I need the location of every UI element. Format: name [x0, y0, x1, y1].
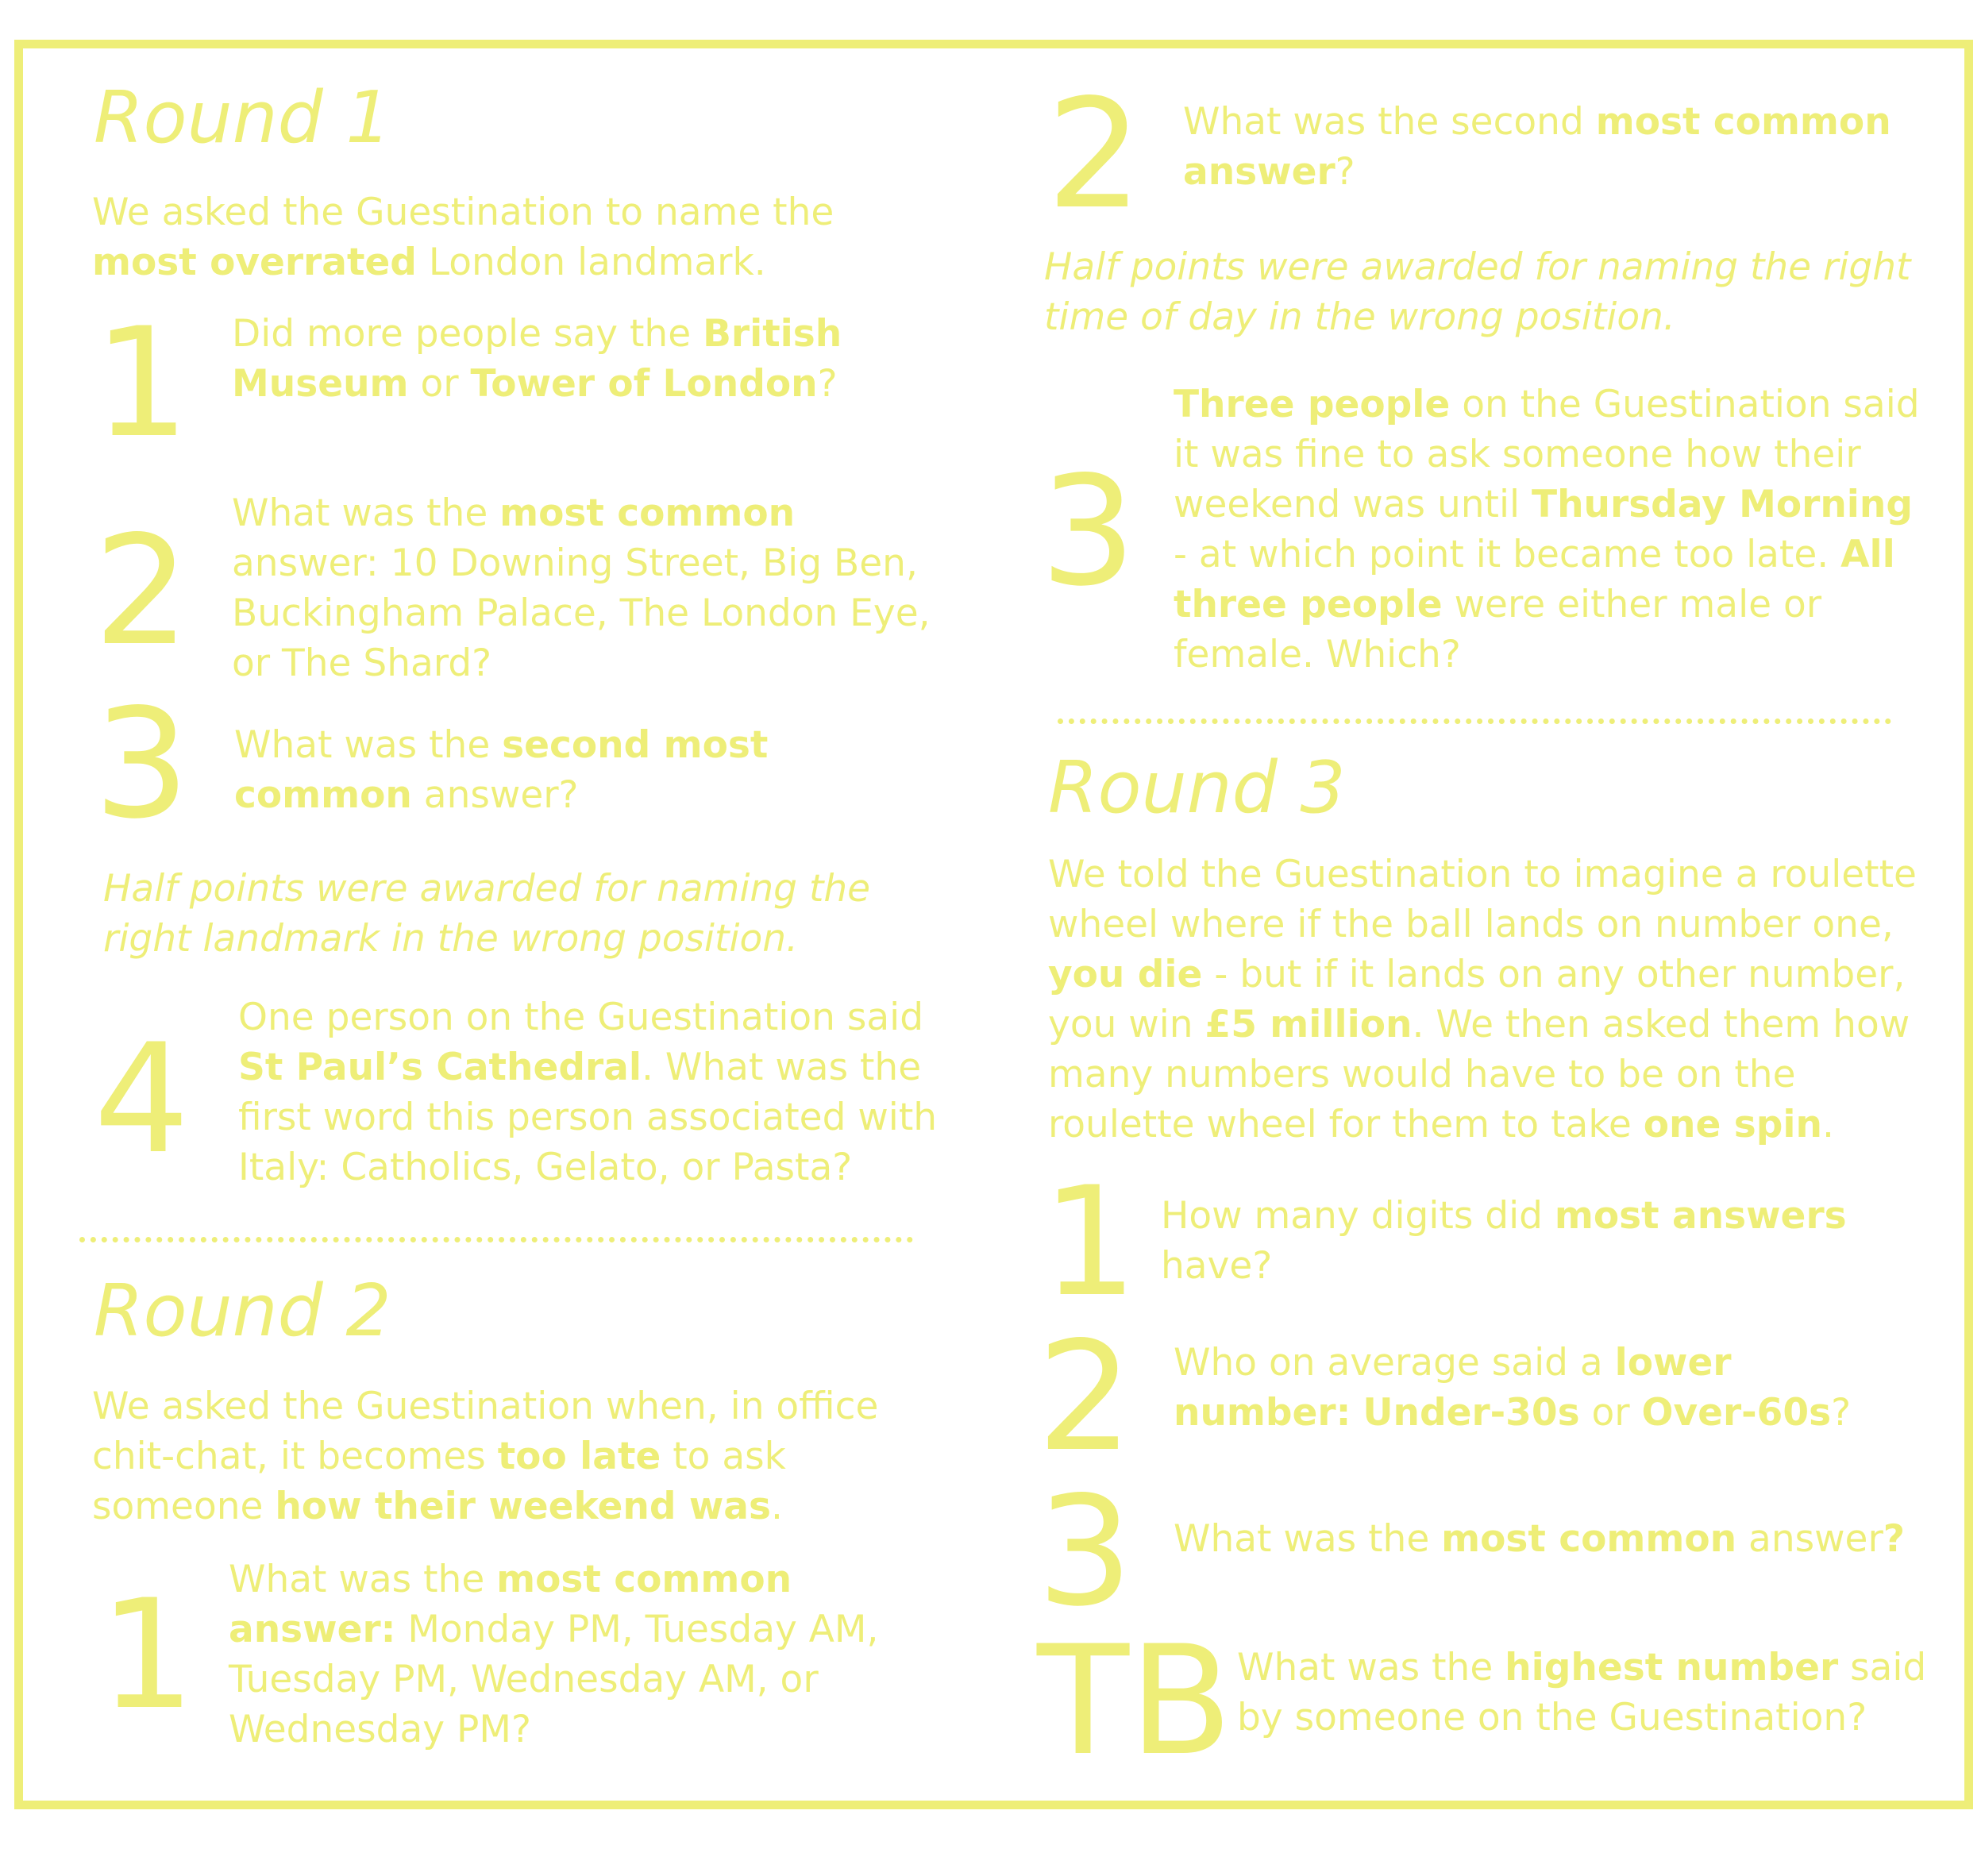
text-segment: What was the — [232, 491, 500, 535]
r3-q1-text — [1161, 1191, 1875, 1291]
emphasis-text: St Paul’s Cathedral — [238, 1046, 642, 1089]
text-segment: What was the — [1237, 1646, 1505, 1689]
r1-q2-text — [232, 488, 946, 688]
emphasis-text: most common answer — [1183, 100, 1891, 194]
tiebreaker-label: TB — [1037, 1613, 1233, 1789]
round-2-title: Round 2 — [94, 1269, 391, 1353]
emphasis-text: how their weekend was — [275, 1485, 771, 1528]
emphasis-text: Under-30s — [1363, 1391, 1580, 1435]
text-segment: What was the — [1174, 1517, 1442, 1561]
text-segment: were either male or female. Which? — [1174, 583, 1822, 676]
r1-q2-number: 2 — [94, 503, 190, 679]
r2-q3-text — [1174, 379, 1920, 680]
r1-q1-number: 1 — [94, 295, 190, 471]
emphasis-text: All three people — [1174, 533, 1895, 626]
text-segment: answer — [1736, 1517, 1883, 1561]
emphasis-text: highest number — [1505, 1646, 1839, 1689]
text-segment: ? — [1335, 150, 1355, 194]
emphasis-text: most answers — [1554, 1194, 1847, 1238]
text-segment: or — [1579, 1391, 1642, 1435]
r2-q3-number: 3 — [1040, 444, 1136, 619]
text-segment: Monday PM, Tuesday AM, Tuesday PM, Wednesday AM, or Wednesday PM? — [229, 1608, 879, 1751]
text-segment: ? — [1831, 1391, 1852, 1435]
text-segment: One person on the Guestination said — [238, 996, 924, 1039]
text-segment: What was the second — [1183, 100, 1596, 144]
emphasis-text: one spin — [1643, 1103, 1822, 1146]
r1-q3-number: 3 — [94, 676, 190, 852]
r3-q2-number: 2 — [1037, 1309, 1133, 1485]
text-segment: on the Guestination said it was fine to ask someone how their weekend was until — [1174, 383, 1920, 526]
emphasis-text: too late — [497, 1435, 661, 1478]
emphasis-text: lower number: — [1174, 1341, 1732, 1435]
text-segment: . We then asked them how many numbers would have to be on the roulette wheel for them to take — [1048, 1003, 1910, 1146]
round-1-divider — [79, 1237, 913, 1242]
emphasis-text: ? — [1883, 1517, 1906, 1561]
text-segment: have? — [1161, 1244, 1273, 1288]
r3-tiebreaker-text — [1237, 1643, 1952, 1743]
text-segment: to ask someone — [92, 1435, 786, 1528]
text-segment: What was the — [234, 723, 503, 767]
r1-q1-text — [232, 309, 946, 409]
r1-q4-text — [238, 992, 953, 1192]
r2-q1-number: 1 — [99, 1567, 195, 1743]
text-segment: - at which point it became too late. — [1174, 533, 1841, 576]
text-segment: London landmark. — [416, 241, 766, 284]
emphasis-text: second most common — [234, 723, 769, 817]
round-1-intro — [92, 187, 942, 287]
r3-q3-text — [1174, 1514, 1968, 1564]
round-3-title: Round 3 — [1048, 746, 1346, 830]
emphasis-text: Tower of London — [470, 362, 818, 406]
emphasis-text: most common — [499, 491, 796, 535]
emphasis-text: most overrated — [92, 241, 417, 284]
r3-q3-number: 3 — [1037, 1464, 1133, 1639]
text-segment — [1351, 1391, 1363, 1435]
text-segment: Did more people say the — [232, 312, 703, 356]
emphasis-text: most common answer: — [229, 1558, 792, 1651]
emphasis-text: £5 million — [1204, 1003, 1413, 1046]
emphasis-text: Over-60s — [1641, 1391, 1832, 1435]
text-segment: said by someone on the Guestination? — [1237, 1646, 1927, 1739]
round-2-divider — [1058, 718, 1891, 724]
text-segment: . — [770, 1485, 783, 1528]
round-1-title: Round 1 — [94, 76, 391, 160]
emphasis-text: most common — [1441, 1517, 1737, 1561]
text-segment: We asked the Guestination to name the — [92, 191, 834, 234]
text-segment: ? — [817, 362, 838, 406]
text-segment: . — [1821, 1103, 1834, 1146]
round-2-intro — [92, 1381, 942, 1531]
text-segment: We asked the Guestination when, in office chit-chat, it becomes — [92, 1385, 879, 1478]
r1-q3-text — [234, 720, 949, 820]
text-segment: . What was the first word this person associated with Italy: Catholics, Gelato, or Pasta? — [238, 1046, 938, 1189]
text-segment: answer? — [411, 773, 579, 817]
r1-q4-number: 4 — [94, 1011, 190, 1187]
round-3-intro — [1048, 849, 1929, 1150]
round-2-note: Half points were awarded for naming the right time of day in the wrong position. — [1044, 245, 1911, 339]
r3-q2-text — [1174, 1338, 1888, 1438]
r3-q1-number: 1 — [1042, 1154, 1138, 1330]
text-segment: We told the Guestination to imagine a roulette wheel where if the ball lands on number one, — [1048, 853, 1917, 946]
emphasis-text: you die — [1048, 953, 1203, 996]
emphasis-text: Thursday Morning — [1532, 483, 1913, 526]
emphasis-text: British Museum — [232, 312, 842, 406]
text-segment: How many digits did — [1161, 1194, 1555, 1238]
text-segment: Who on average said a — [1174, 1341, 1615, 1385]
r2-q2-number: 2 — [1046, 67, 1143, 242]
r2-q2-text — [1183, 97, 1898, 197]
text-segment: or — [408, 362, 471, 406]
r2-q1-text — [229, 1554, 959, 1755]
text-segment: answer: 10 Downing Street, Big Ben, Buckingham Palace, The London Eye, or The Shard? — [232, 541, 931, 685]
emphasis-text: Three people — [1174, 383, 1451, 426]
round-1-note: Half points were awarded for naming the right landmark in the wrong position. — [103, 867, 871, 961]
text-segment: What was the — [229, 1558, 497, 1601]
text-segment: - but if it lands on any other number, you win — [1048, 953, 1906, 1046]
